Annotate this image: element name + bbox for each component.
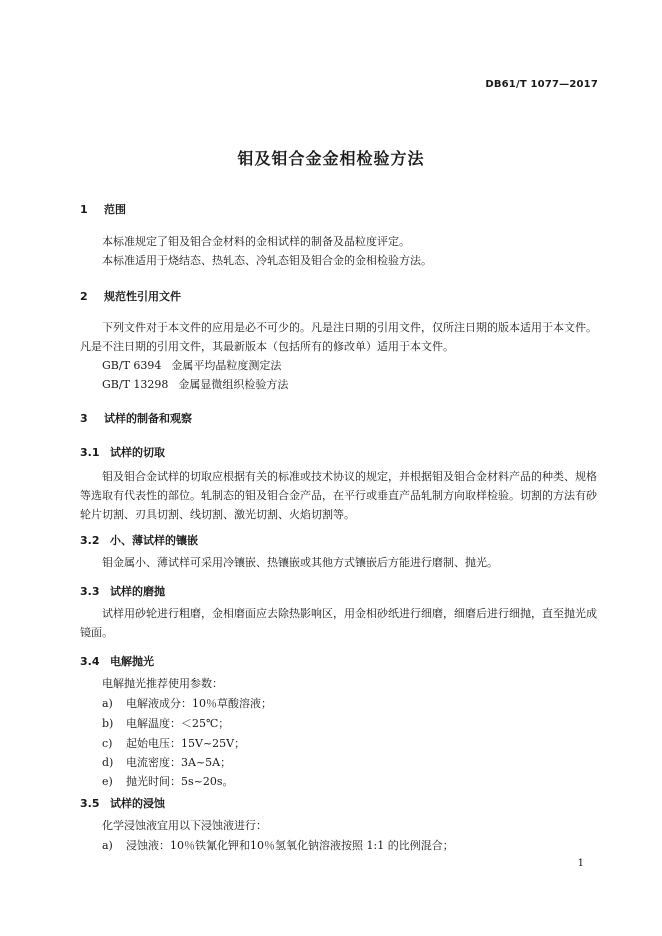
section-2-heading [80,288,181,304]
list-label: b) [102,717,114,730]
list-item [102,837,454,853]
subsection-3-3-paragraph: 试样用砂轮进行粗磨，金相磨面应去除热影响区，用金相砂纸进行细磨，细磨后进行细抛，直至抛光成镜面。 [80,607,597,639]
subsection-3-2-paragraph: 钼金属小、薄试样可采用冷镶嵌、热镶嵌或其他方式镶嵌后方能进行磨制、抛光。 [102,556,498,569]
section-number: 1 [80,203,88,216]
subsection-number: 3.5 [80,797,100,810]
list-item [102,735,245,751]
section-number: 3 [80,412,88,425]
paragraph: 本标准适用于烧结态、热轧态、冷轧态钼及钼合金的金相检验方法。 [102,254,432,267]
section-title: 范围 [104,203,126,216]
reference-item [102,357,291,373]
subsection-3-2-heading [80,532,198,548]
section-3-heading [80,410,192,426]
list-label: c) [102,737,113,750]
reference-code: GB/T 13298 [102,378,169,391]
subsection-3-1-paragraph: 钼及钼合金试样的切取应根据有关的标准或技术协议的规定，并根据钼及钼合金材料产品的种类、规格等选取有代表性的部位。轧制态的钼及钼合金产品，在平行或垂直产品轧制方向取样检验。切割的方法有砂轮片切割、刃具切割、线切割、激光切割、火焰切割等。 [80,470,597,521]
section-title: 试样的制备和观察 [104,412,192,425]
list-item [102,773,234,789]
reference-code: GB/T 6394 [102,359,162,372]
list-label: e) [102,775,113,788]
list-label: a) [102,697,113,710]
subsection-3-1-heading [80,444,165,460]
subsection-title: 试样的切取 [110,446,165,459]
list-intro: 化学浸蚀液宜用以下浸蚀液进行： [102,819,267,832]
list-text: 电解液成分：10％草酸溶液； [126,697,272,710]
list-item [102,715,229,731]
subsection-title: 试样的浸蚀 [110,797,165,810]
list-item [102,695,272,711]
section-1-body [80,232,600,270]
reference-title: 金属平均晶粒度测定法 [171,359,282,372]
section-title: 规范性引用文件 [104,290,181,303]
document-title: 钼及钼合金金相检验方法 [237,149,425,168]
subsection-number: 3.1 [80,446,100,459]
subsection-3-5-heading [80,795,165,811]
list-label: d) [102,756,114,769]
list-text: 浸蚀液：10％铁氰化钾和10％氢氧化钠溶液按照 1:1 的比例混合； [126,839,454,852]
section-2-paragraph: 下列文件对于本文件的应用是必不可少的。凡是注日期的引用文件，仅所注日期的版本适用于本文件。凡是不注日期的引用文件，其最新版本（包括所有的修改单）适用于本文件。 [80,321,597,353]
list-intro: 电解抛光推荐使用参数： [102,677,223,690]
list-text: 抛光时间：5s~20s。 [126,775,234,788]
subsection-title: 电解抛光 [110,655,154,668]
reference-item [102,376,298,392]
section-number: 2 [80,290,88,303]
list-text: 起始电压：15V~25V； [126,737,246,750]
subsection-number: 3.4 [80,655,100,668]
list-label: a) [102,839,113,852]
section-1-heading [80,201,126,217]
list-text: 电流密度：3A~5A； [126,756,232,769]
reference-title: 金属显微组织检验方法 [178,378,289,391]
subsection-3-4-heading [80,653,154,669]
page-number: 1 [577,858,584,869]
list-text: 电解温度：＜25℃； [126,717,230,730]
subsection-title: 试样的磨抛 [110,585,165,598]
document-code: DB61/T 1077—2017 [485,79,598,90]
subsection-title: 小、薄试样的镶嵌 [110,534,198,547]
paragraph: 本标准规定了钼及钼合金材料的金相试样的制备及晶粒度评定。 [102,235,410,248]
subsection-number: 3.2 [80,534,100,547]
list-item [102,754,231,770]
subsection-3-3-heading [80,583,165,599]
subsection-number: 3.3 [80,585,100,598]
